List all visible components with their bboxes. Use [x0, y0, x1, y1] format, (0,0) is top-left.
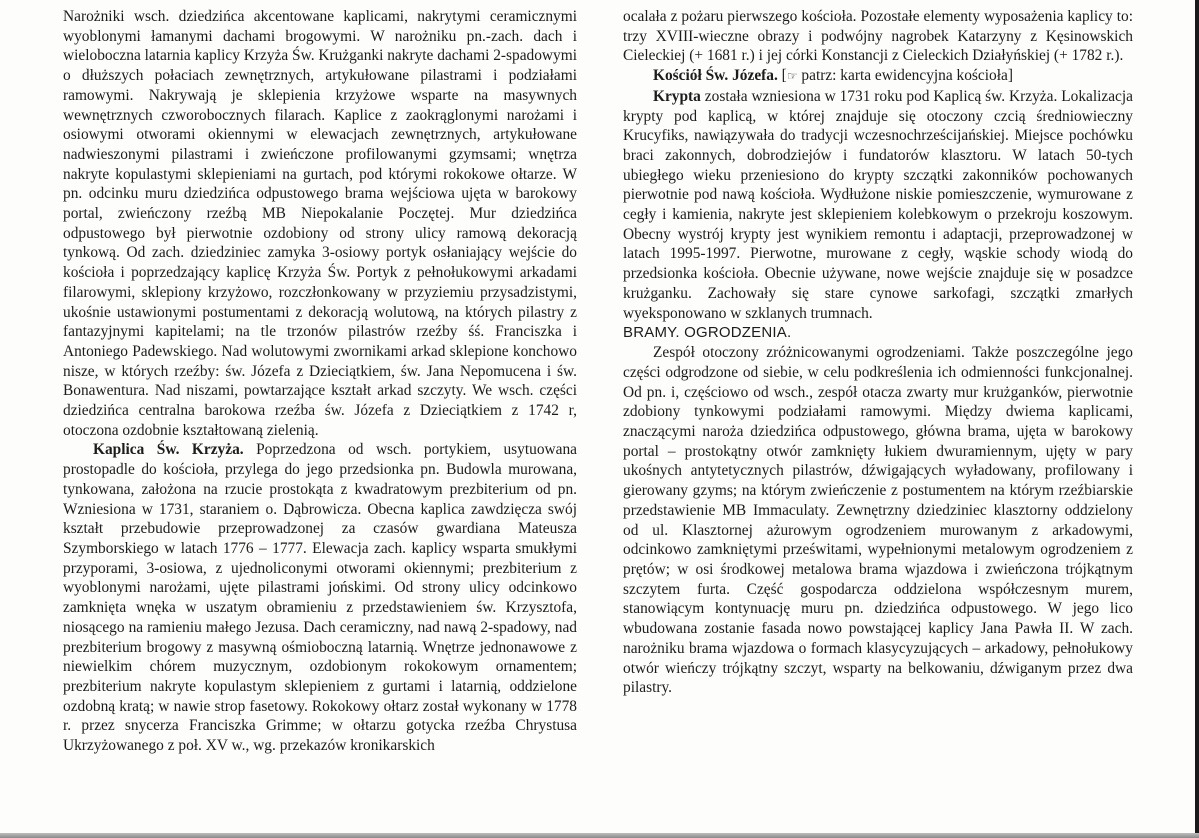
- pointing-hand-icon: ☞: [786, 69, 798, 84]
- paragraph-bramy: Zespół otoczony zróżnicowanymi ogrodzeniami. Także poszczególne jego części odgrodzone od siebie, w celu podkreślenia ich odmienności funkcjonalnej. Od pn. i, częściowo od wsch., zespół otacza zwarty mur krużganków, pierwotnie zdobiony tynkowymi podziałami ramowymi. Między dwiema kaplicami, znaczącymi naroża dziedzińca odpustowego, główna brama, ujęta w barokowy portal – prostokątny otwór zamknięty łukiem dwuramiennym, ujęty w pary ukośnych antytetycznych pilastrów, dźwigających wyładowany, profilowany i gierowany gzyms; na którym zwieńczenie z postumentem na którym rzeźbiarskie przedstawienie MB Immaculaty. Zewnętrzny dziedziniec klasztorny oddzielony od ul. Klasztornej ażurowym ogrodzeniem murowanym z arkadowymi, odcinkowo zamkniętymi prześwitami, wypełnionymi metalowym ogrodzeniem z prętów; w osi środkowej metalowa brama wjazdowa i zwieńczona trójkątnym szczytem furta. Część gospodarcza oddzielona współczesnym murem, stanowiącym kontynuację muru pn. dziedzińca odpustowego. W jego lico wbudowana zostanie fasada nowo powstającej kaplicy Jana Pawła II. W zach. narożniku brama wjazdowa o formach klasycyzujących – arkadowy, pełnołukowy otwór wieńczy trójkątny szczyt, wsparty na belkowaniu, dźwiganym przez dwa pilastry.: [623, 344, 1133, 697]
- section-heading-bramy: BRAMY. OGRODZENIA.: [623, 324, 792, 342]
- right-column: [623, 7, 1133, 698]
- paragraph-kaplica-continued: ocalała z pożaru pierwszego kościoła. Pozostałe elementy wyposażenia kaplicy to: trzy XVIII-wieczne obrazy i podwójny nagrobek Katarzyny z Kęsinowskich Cieleckiej (+ 1681 r.) i jej córki Konstancji z Cieleckich Działyńskiej (+ 1782 r.).: [623, 8, 1133, 65]
- paragraph-dziedziniec: Narożniki wsch. dziedzińca akcentowane kaplicami, nakrytymi ceramicznymi wyoblonymi łamanymi dachami brogowymi. W narożniku pn.-zach. dach i wieloboczna latarnia kaplicy Krzyża Św. Krużganki nakryte dachami 2-spadowymi o dłuższych połaciach zewnętrznych, artykułowane pilastrami i podziałami ramowymi. Nakrywają je sklepienia krzyżowe wsparte na masywnych wewnętrznych czworobocznych filarach. Kaplice z zaokrąglonymi narożami i osiowymi otworami okiennymi w elewacjach zewnętrznych, artykułowane nadwieszonymi pilastrami i zwieńczone profilowanymi gzymsami; wnętrza nakryte kopulastymi sklepieniami na gurtach, pod którymi rokokowe ołtarze. W pn. odcinku muru dziedzińca odpustowego brama wejściowa ujęta w barokowy portal, zwieńczony rzeźbą MB Niepokalanie Poczętej. Mur dziedzińca odpustowego był pierwotnie ozdobiony od strony ulicy ramową dekoracją tynkową. Od zach. dziedziniec zamyka 3-osiowy portyk osłaniający wejście do kościoła i poprzedzający kaplicę Krzyża Św. Portyk z pełnołukowymi arkadami filarowymi, sklepiony krzyżowo, rozczłonkowany w przyziemiu przysadzistymi, ukośnie ustawionymi postumentami z dekoracją wolutową, na których pilastry z fantazyjnymi kapitelami; na tle trzonów pilastrów rzeźby śś. Franciszka i Antoniego Padewskiego. Nad wolutowymi zwornikami arkad sklepione konchowo nisze, w których rzeźby: św. Józefa z Dzieciątkiem, św. Jana Nepomucena i św. Bonawentura. Nad niszami, powtarzające kształt arkad szczyty. We wsch. części dziedzińca centralna barokowa rzeźba św. Józefa z Dzieciątkiem z 1742 r, otoczona ozdobnie kształtowaną zielenią.: [63, 8, 577, 439]
- paragraph-kaplica: [63, 440, 577, 755]
- section-title-krypta: Krypta: [653, 87, 701, 105]
- section-title-kaplica: Kaplica Św. Krzyża.: [93, 441, 244, 459]
- paragraph-kaplica-text: Poprzedzona od wsch. portykiem, usytuowana prostopadle do kościoła, przylega do jego przedsionka pn. Budowla murowana, tynkowana, założona na rzucie prostokąta z kwadratowym prezbiterium od pn. Wzniesiona w 1731, staraniem o. Dąbrowicza. Obecna kaplica zawdzięcza swój kształt przebudowie przeprowadzonej za czasów gwardiana Mateusza Szymborskiego w latach 1776 – 1777. Elewacja zach. kaplicy wsparta smukłymi przyporami, 3-osiowa, z ujednoliconymi otworami okiennymi; prezbiterium z wyoblonymi narożami, ujęte pilastrami jońskimi. Od strony ulicy odcinkowo zamknięta wnęka w uszatym obramieniu z przedstawieniem św. Krzysztofa, niosącego na ramieniu małego Jezusa. Dach ceramiczny, nad nawą 2-spadowy, nad prezbiterium brogowy z masywną ośmioboczną latarnią. Wnętrze jednonawowe z niewielkim chórem muzycznym, ozdobionym rokokowym ornamentem; prezbiterium nakryte kopulastym sklepieniem z gurtami i latarnią, oddzielone ozdobną kratą; w nawie strop fasetowy. Rokokowy ołtarz został wykonany w 1778 r. przez snycerza Franciszka Grimme; w ołtarzu gotycka rzeźba Chrystusa Ukrzyżowanego z poł. XV w., wg. przekazów kronikarskich: [63, 441, 577, 755]
- scan-edge-right: [1195, 0, 1199, 838]
- section-title-kosciol: Kościół Św. Józefa.: [653, 67, 778, 85]
- paragraph-krypta: [623, 87, 1133, 323]
- ref-bracket: [: [777, 67, 787, 85]
- reference-text: patrz: karta ewidencyjna kościoła]: [797, 67, 1013, 85]
- paragraph-kosciol: [623, 66, 1133, 87]
- scan-edge-bottom: [0, 833, 1199, 838]
- paragraph-krypta-text: została wzniesiona w 1731 roku pod Kaplicą św. Krzyża. Lokalizacja krypty pod kaplicą, w której znajduje się otoczony czcią średniowieczny Krucyfiks, nawiązywała do tradycji wczesnochrześcijańskiej. Miejsce pochówku braci zakonnych, dobrodziejów i fundatorów klasztoru. W latach 50-tych ubiegłego wieku przeniesiono do krypty szczątki zakonników pochowanych pierwotnie pod nawą kościoła. Wydłużone niskie pomieszczenie, wymurowane z cegły i kamienia, nakryte jest sklepieniem kolebkowym o przekroju koszowym. Obecny wystrój krypty jest wynikiem remontu i adaptacji, przeprowadzonej w latach 1995-1997. Pierwotne, murowane z cegły, wąskie schody wiodą do przedsionka kościoła. Obecnie używane, nowe wejście znajduje się w posadzce krużganku. Zachowały się stare cynowe sarkofagi, szczątki zmarłych wyeksponowano w szklanych trumnach.: [623, 87, 1133, 322]
- left-column: [63, 7, 577, 756]
